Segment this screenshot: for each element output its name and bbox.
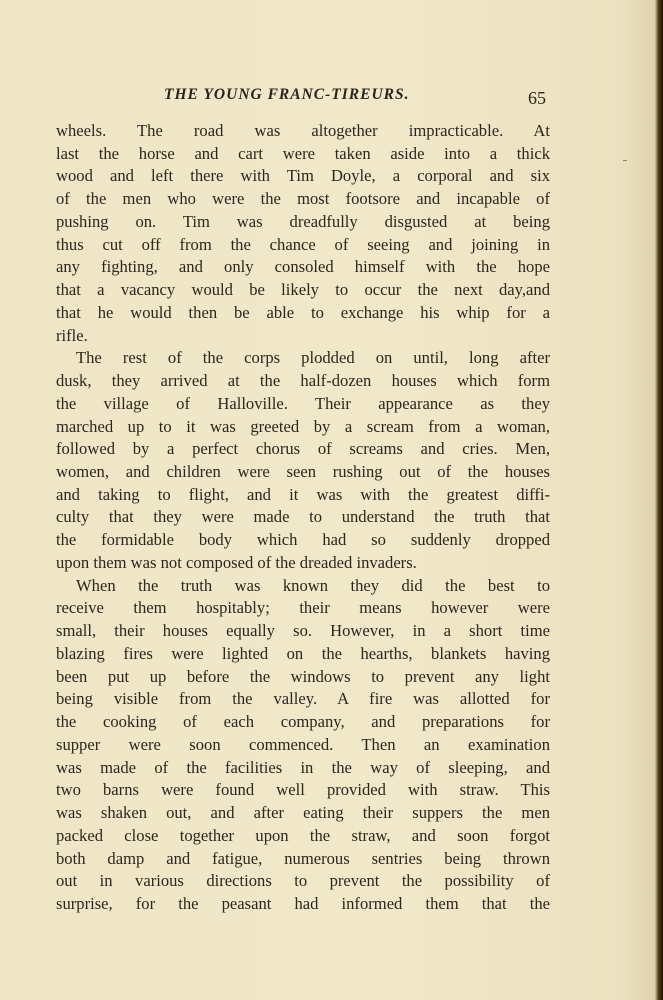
text-line: being visible from the valley. A fire was allotted for bbox=[56, 689, 550, 709]
page-edge bbox=[655, 0, 663, 1000]
page-header bbox=[56, 84, 550, 110]
body-text bbox=[56, 120, 550, 916]
text-line: women, and children were seen rushing out of the houses bbox=[56, 462, 550, 482]
text-line: out in various directions to prevent the possibility of bbox=[56, 871, 550, 891]
text-line: been put up before the windows to prevent any light bbox=[56, 666, 550, 686]
text-line: and taking to flight, and it was with the greatest diffi- bbox=[56, 484, 550, 504]
text-line: was made of the facilities in the way of sleeping, and bbox=[56, 757, 550, 777]
text-line: pushing on. Tim was dreadfully disgusted at being bbox=[56, 211, 550, 231]
running-title: THE YOUNG FRANC-TIREURS. bbox=[164, 86, 410, 103]
text-line: The rest of the corps plodded on until, long after bbox=[76, 348, 550, 368]
page-number: 65 bbox=[528, 88, 546, 108]
text-line: When the truth was known they did the best to bbox=[76, 575, 550, 595]
text-line: packed close together upon the straw, and soon forgot bbox=[56, 825, 550, 845]
text-line: upon them was not composed of the dreaded invaders. bbox=[56, 552, 417, 572]
text-line: of the men who were the most footsore and incapable of bbox=[56, 189, 550, 209]
text-line: small, their houses equally so. However, in a short time bbox=[56, 621, 550, 641]
text-line: that he would then be able to exchange his whip for a bbox=[56, 302, 550, 322]
text-line: wheels. The road was altogether impracticable. At bbox=[56, 121, 550, 140]
text-line: was shaken out, and after eating their suppers the men bbox=[56, 803, 550, 823]
text-line: the formidable body which had so suddenly dropped bbox=[56, 530, 550, 550]
text-line: marched up to it was greeted by a scream from a woman, bbox=[56, 416, 550, 436]
text-line: receive them hospitably; their means however were bbox=[56, 598, 550, 618]
text-line: supper were soon commenced. Then an examination bbox=[56, 734, 550, 754]
text-line: culty that they were made to understand the truth that bbox=[56, 507, 550, 527]
text-line: dusk, they arrived at the half-dozen houses which form bbox=[56, 371, 550, 391]
text-line: the village of Halloville. Their appearance as they bbox=[56, 393, 550, 413]
text-line: rifle. bbox=[56, 325, 88, 345]
print-speck bbox=[623, 160, 627, 161]
text-line: the cooking of each company, and preparations for bbox=[56, 712, 550, 732]
text-line: surprise, for the peasant had informed them that the bbox=[56, 893, 550, 913]
text-line: thus cut off from the chance of seeing and joining in bbox=[56, 234, 550, 254]
text-line: two barns were found well provided with straw. This bbox=[56, 780, 550, 800]
text-line: followed by a perfect chorus of screams and cries. Men, bbox=[56, 439, 550, 459]
text-line: blazing fires were lighted on the hearths, blankets having bbox=[56, 643, 550, 663]
text-line: wood and left there with Tim Doyle, a corporal and six bbox=[56, 166, 550, 186]
text-line: that a vacancy would be likely to occur the next day,and bbox=[56, 280, 550, 300]
text-line: last the horse and cart were taken aside into a thick bbox=[56, 143, 550, 163]
text-line: both damp and fatigue, numerous sentries being thrown bbox=[56, 848, 550, 868]
text-line: any fighting, and only consoled himself with the hope bbox=[56, 257, 550, 277]
